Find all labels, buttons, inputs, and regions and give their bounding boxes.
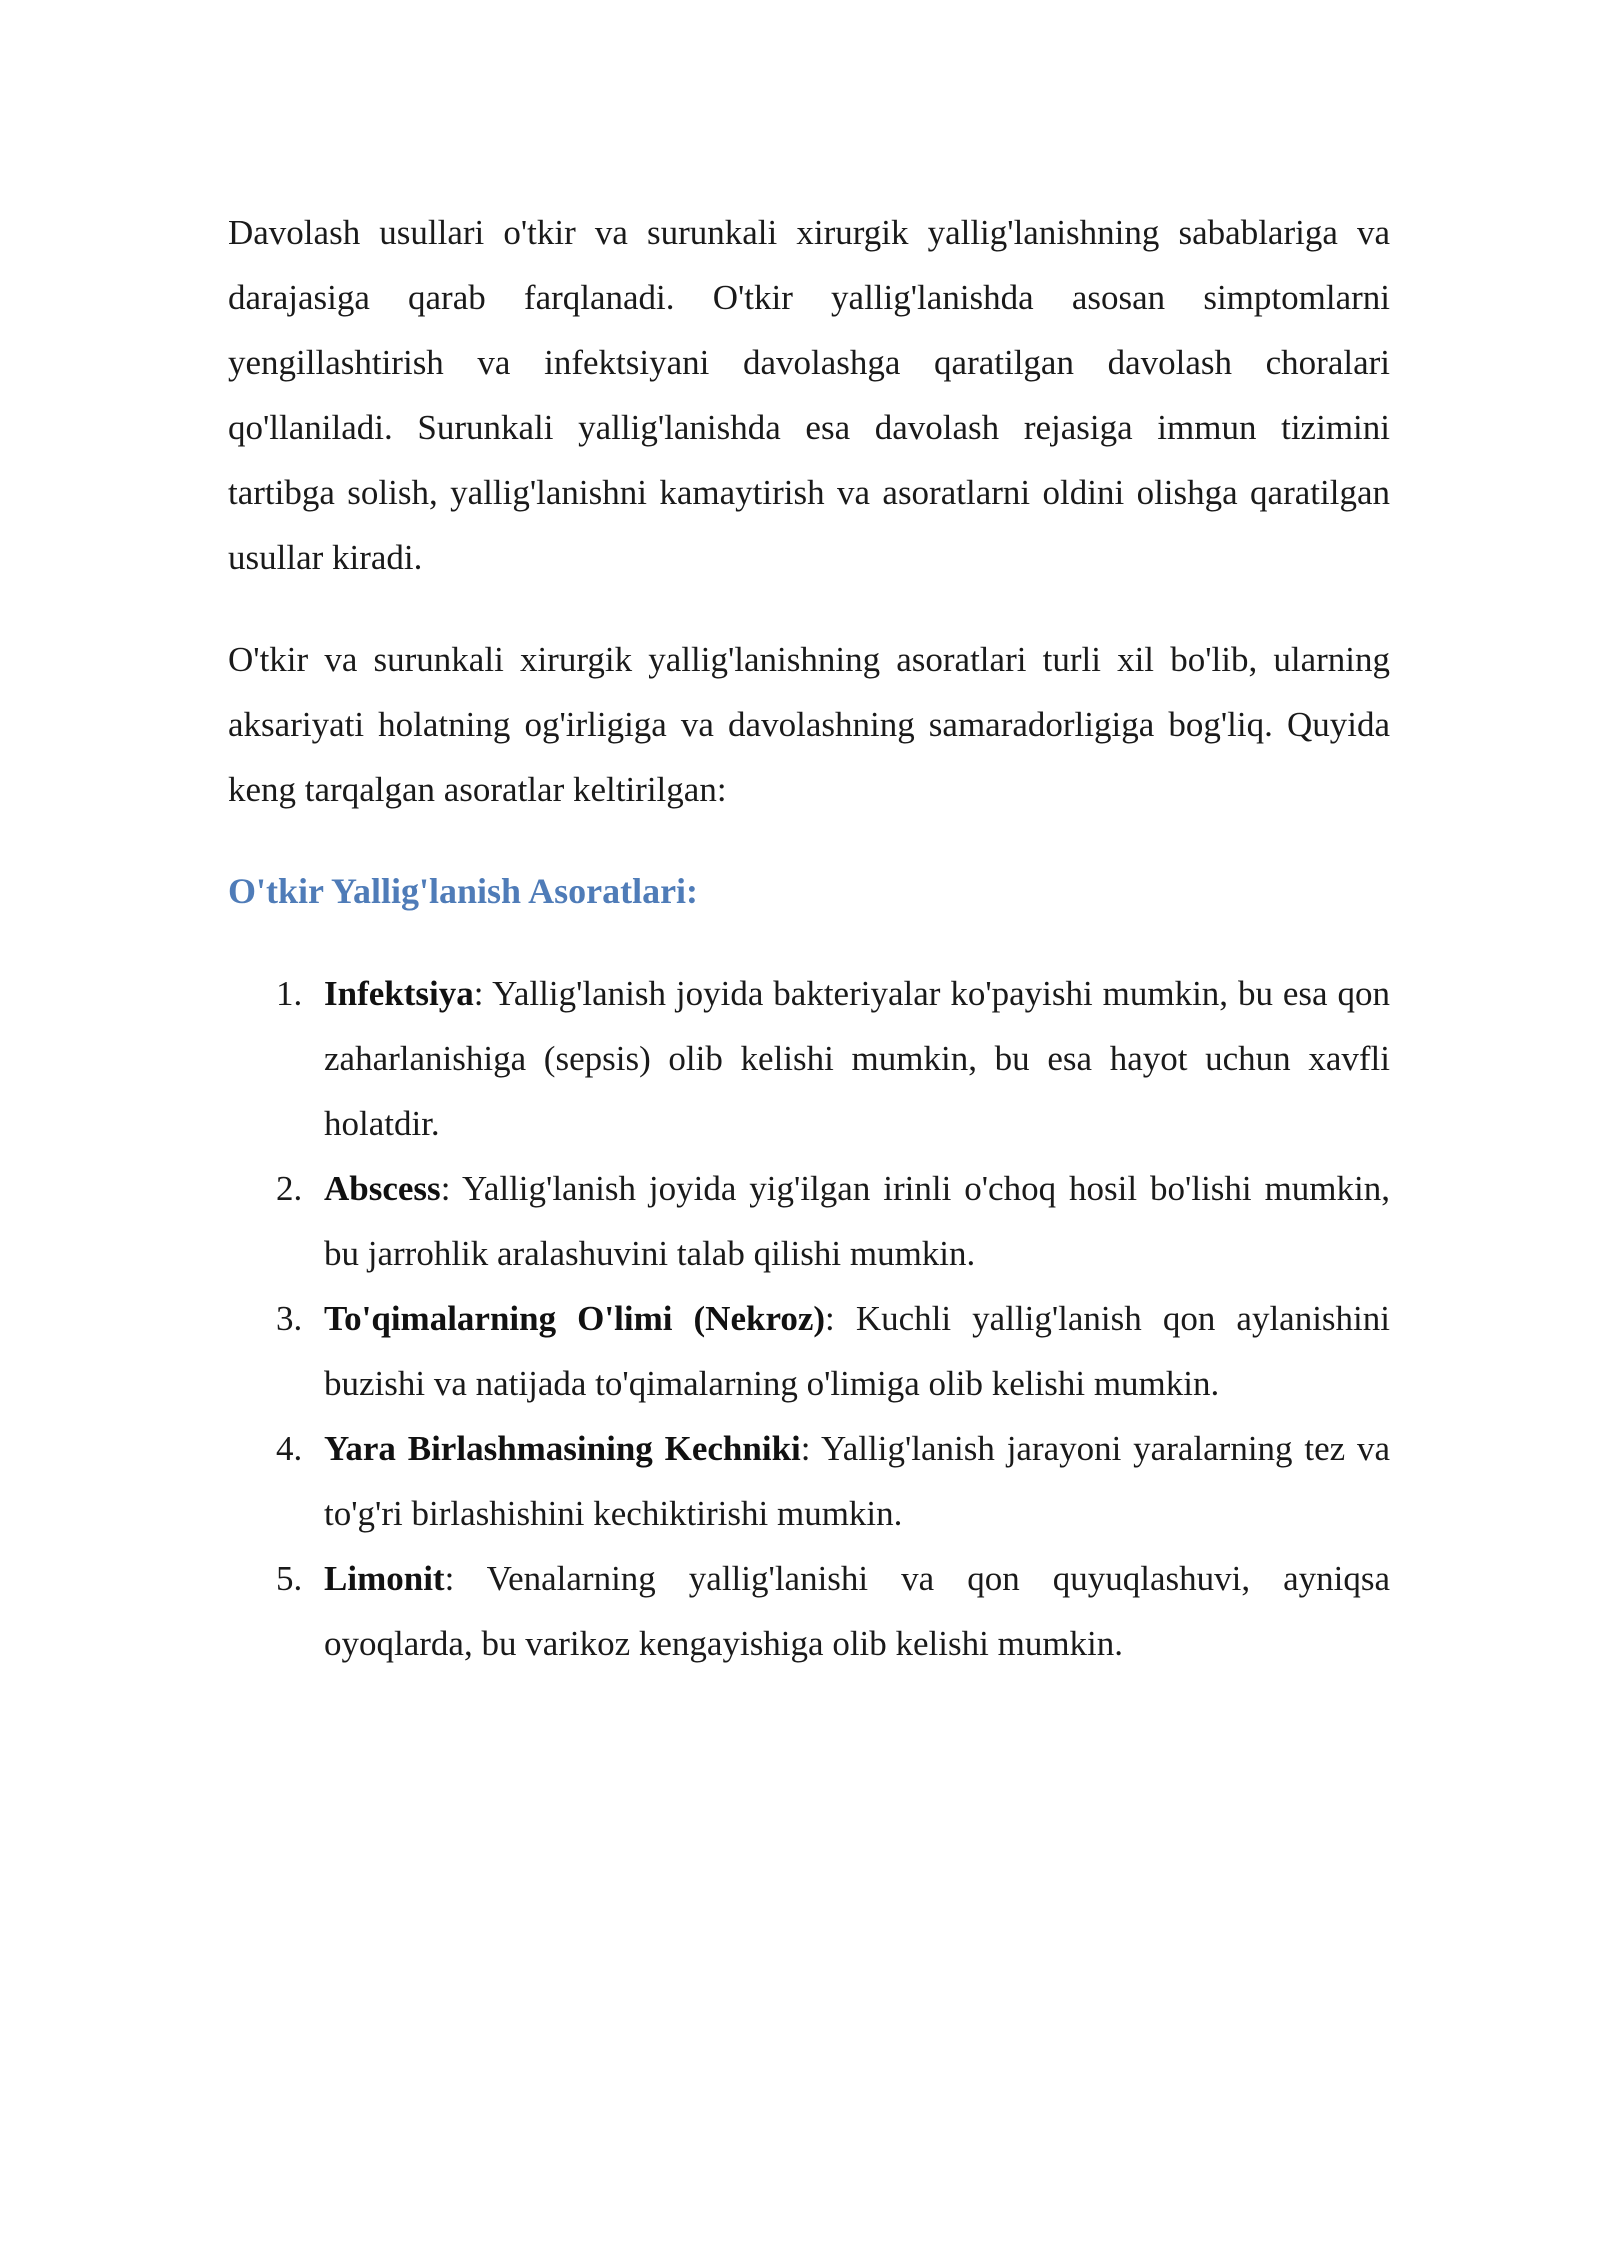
list-item-text: : Yallig'lanish jarayoni yaralarning tez va to'g'ri birlashishini kechiktirishi mumkin.: [324, 1429, 1390, 1533]
list-item-number: 5.: [276, 1559, 303, 1598]
list-item: [228, 1416, 1390, 1546]
list-item-term: Abscess: [324, 1169, 441, 1208]
list-item-text: : Kuchli yallig'lanish qon aylanishini buzishi va natijada to'qimalarning o'limiga olib kelishi mumkin.: [324, 1299, 1390, 1403]
list-item: [228, 1286, 1390, 1416]
list-item: [228, 1546, 1390, 1676]
list-item: [228, 1156, 1390, 1286]
list-item-text: : Venalarning yallig'lanishi va qon quyuqlashuvi, ayniqsa oyoqlarda, bu varikoz kengayishiga olib kelishi mumkin.: [324, 1559, 1390, 1663]
list-item-term: Limonit: [324, 1559, 445, 1598]
list-item-number: 1.: [276, 974, 303, 1013]
list-item-text: : Yallig'lanish joyida yig'ilgan irinli o'choq hosil bo'lishi mumkin, bu jarrohlik aralashuvini talab qilishi mumkin.: [324, 1169, 1390, 1273]
list-item-text: : Yallig'lanish joyida bakteriyalar ko'payishi mumkin, bu esa qon zaharlanishiga (sepsis) olib kelishi mumkin, bu esa hayot uchun xavfli holatdir.: [324, 974, 1390, 1143]
paragraph-treatment: Davolash usullari o'tkir va surunkali xirurgik yallig'lanishning sabablariga va darajasiga qarab farqlanadi. O'tkir yallig'lanishda asosan simptomlarni yengillashtirish va infektsiyani davolashga qaratilgan davolash choralari qo'llaniladi. Surunkali yallig'lanishda esa davolash rejasiga immun tizimini tartibga solish, yallig'lanishni kamaytirish va asoratlarni oldini olishga qaratilgan usullar kiradi.: [228, 213, 1390, 577]
paragraph-complications-intro: O'tkir va surunkali xirurgik yallig'lanishning asoratlari turli xil bo'lib, ularning aksariyati holatning og'irligiga va davolashning samaradorligiga bog'liq. Quyida keng tarqalgan asoratlar keltirilgan:: [228, 640, 1390, 809]
list-item-term: Yara Birlashmasining Kechniki: [324, 1429, 801, 1468]
list-item-term: Infektsiya: [324, 974, 474, 1013]
list-item: [228, 961, 1390, 1156]
list-item-number: 2.: [276, 1169, 303, 1208]
document-body: [228, 200, 1390, 1676]
complications-list: [228, 961, 1390, 1676]
list-item-number: 3.: [276, 1299, 303, 1338]
section-heading: O'tkir Yallig'lanish Asoratlari:: [228, 871, 699, 911]
list-item-number: 4.: [276, 1429, 303, 1468]
list-item-term: To'qimalarning O'limi (Nekroz): [324, 1299, 826, 1338]
